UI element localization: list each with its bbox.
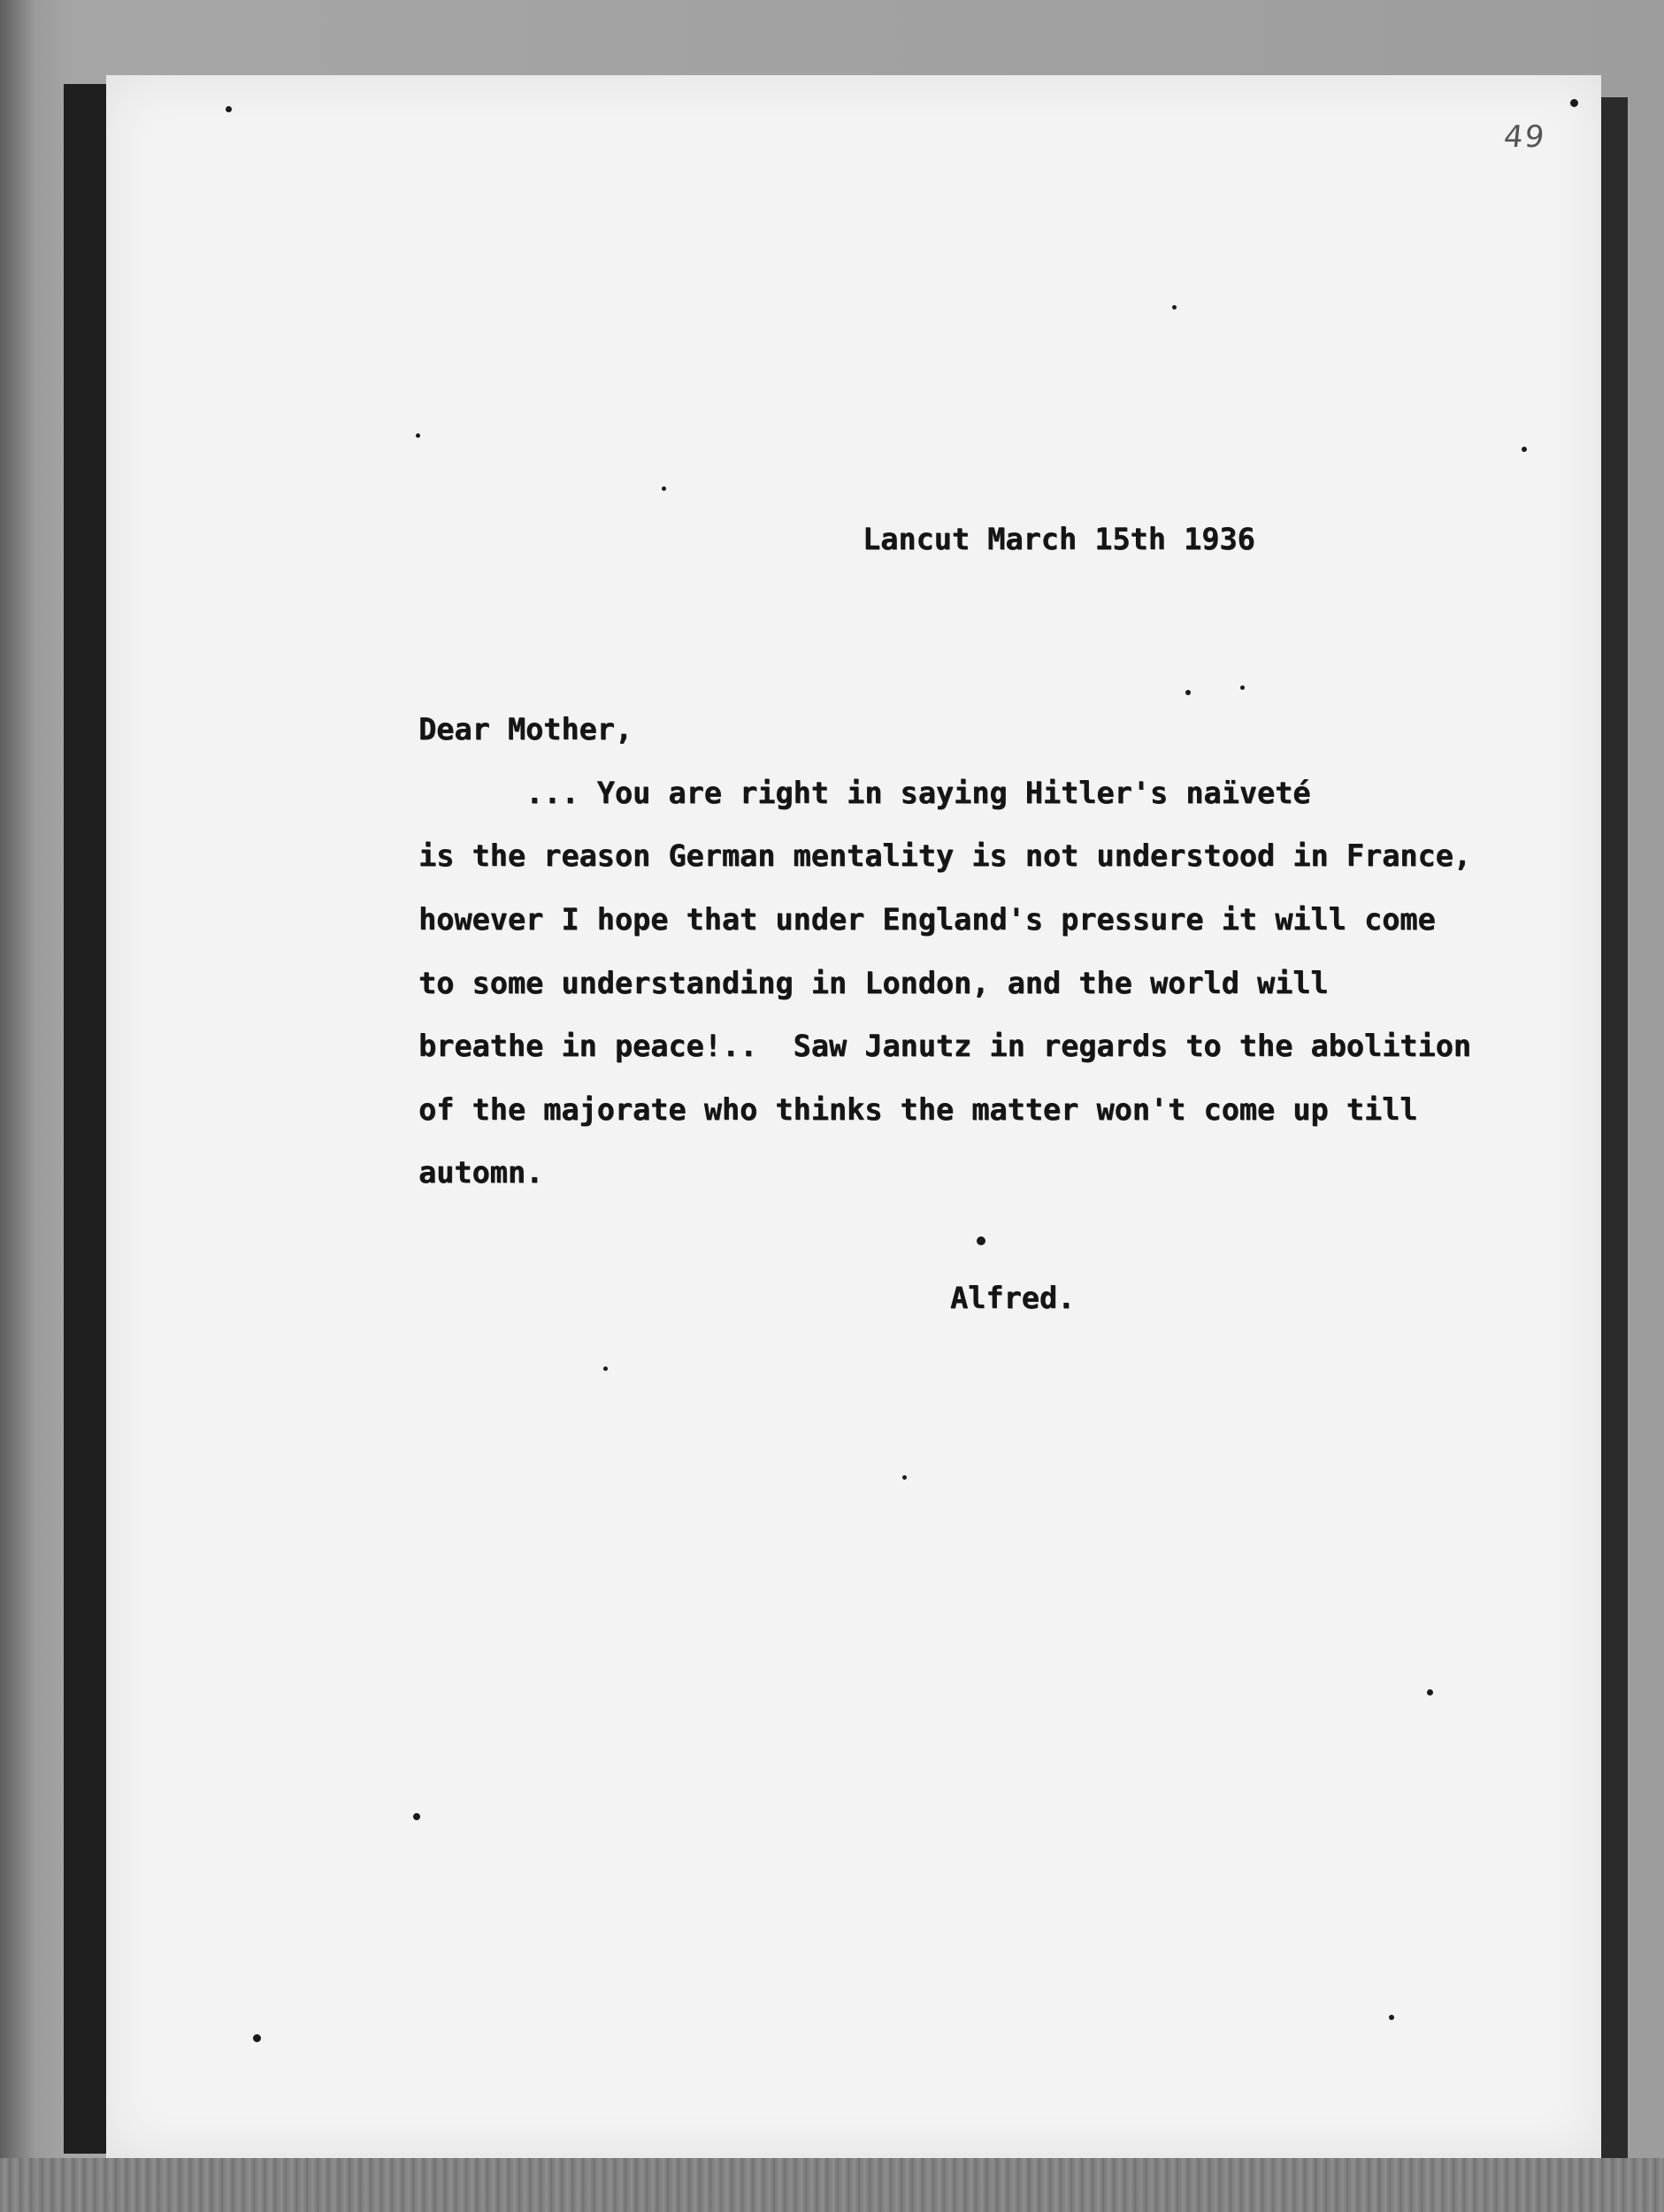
dust-speck [253,2034,261,2042]
dust-speck [1240,685,1245,690]
letter-body-line: automn. [418,1155,544,1190]
letter-body-line: is the reason German mentality is not understood in France, [418,838,1471,873]
dust-speck [662,486,666,491]
letter-body-line: breathe in peace!.. Saw Janutz in regards to the abolition [418,1029,1471,1063]
letter-salutation: Dear Mother, [418,712,633,746]
bottom-scan-edge [0,2158,1664,2212]
dust-speck [977,1236,985,1245]
letter-body-line: however I hope that under England's pressure it will come [418,902,1436,937]
page-number: 49 [1501,119,1548,155]
dust-speck [1172,305,1177,310]
dust-speck [1185,690,1191,695]
dust-speck [603,1366,608,1371]
dust-speck [413,1813,420,1820]
letter-signature: Alfred. [950,1281,1076,1315]
dust-speck [226,106,232,112]
letter-date-line: Lancut March 15th 1936 [863,522,1255,556]
letter-body-line: to some understanding in London, and the world will [418,966,1329,1000]
letter-body-line: of the majorate who thinks the matter won't come up till [418,1092,1418,1127]
left-page-shadow [64,84,108,2154]
dust-speck [1522,447,1527,452]
dust-speck [1427,1689,1433,1695]
letter-body-line: ... You are right in saying Hitler's naïveté [418,776,1311,810]
dust-speck [1389,2015,1394,2020]
dust-speck [1570,99,1578,107]
dust-speck [902,1475,907,1480]
dust-speck [416,433,420,438]
